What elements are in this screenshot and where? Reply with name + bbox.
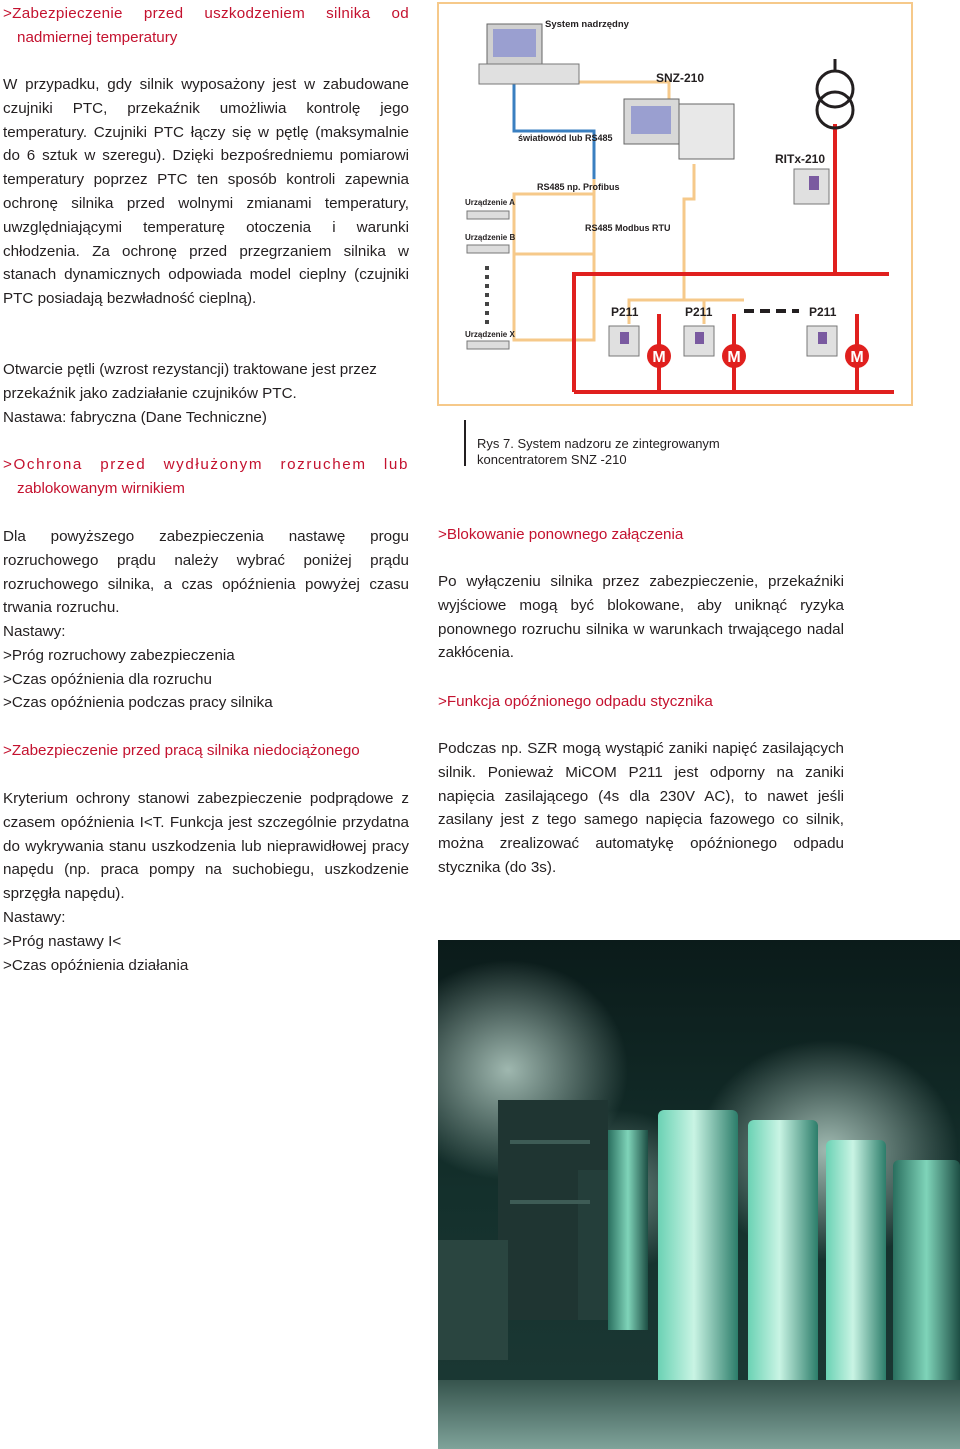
device-x-icon	[467, 341, 509, 349]
diagram-canvas	[439, 4, 911, 404]
snz-label: SNZ-210	[656, 71, 705, 85]
ptc-heading: >Zabezpieczenie przed uszkodzeniem silnika od	[3, 5, 409, 22]
plant-illustration	[438, 940, 960, 1449]
snz-cabinet-icon	[679, 104, 734, 159]
start-section	[3, 453, 409, 501]
industrial-plant-photo	[438, 940, 960, 1449]
start-setting-item: >Czas opóźnienia podczas pracy silnika	[3, 694, 273, 712]
delay-heading: >Funkcja opóźnionego odpadu stycznika	[438, 693, 713, 710]
background-structure	[438, 1240, 508, 1360]
ptc-heading-cont: nadmiernej temperatury	[17, 28, 178, 46]
motor-label: M	[850, 349, 864, 366]
fiber-label: światłowód lub RS485	[518, 133, 613, 143]
transformer-icon	[817, 92, 853, 128]
silo	[608, 1130, 648, 1330]
monitor-screen-icon	[493, 29, 536, 57]
block-heading: >Blokowanie ponownego załączenia	[438, 526, 684, 543]
p211-display-icon	[620, 332, 629, 344]
silo	[748, 1120, 818, 1400]
start-setting-item: >Czas opóźnienia dla rozruchu	[3, 670, 212, 688]
under-body: Kryterium ochrony stanowi zabezpieczenie podprądowe z czasem opóźnienia I<T. Funkcja jest szczególnie przydatna do wykrywania stanu uszkodzenia lub nieprawidłowej pracy napędu (np. praca pompy na suchobiegu, uszkodzenie sprzęgła napędu).	[3, 790, 409, 903]
ritx-label: RITx-210	[775, 152, 826, 166]
profibus-bus-lower	[514, 194, 594, 340]
ptc-body: W przypadku, gdy silnik wyposażony jest w zabudowane czujniki PTC, przekaźnik umożliwia kontrolę jego temperatury. Czujniki PTC łączy się w pętlę (maksymalnie do 6 sztuk w szeregu). Dzięki bezpośredniemu pomiarowi temperatury poprzez PTC ten sposób kontroli zapewnia ochronę silnika przed wolnymi zmianami temperatury, uwzględniającymi temperaturę otoczenia i warunki chłodzenia. Za ochronę przed przegrzaniem silnika w stanach dynamicznych odpowiada model cieplny (czujniki PTC posiadają bezwładność cieplną).	[3, 76, 409, 308]
start-heading-cont: zablokowanym wirnikiem	[17, 479, 185, 497]
silo	[893, 1160, 960, 1390]
under-settings-label: Nastawy:	[3, 909, 66, 926]
device-b-icon	[467, 245, 509, 253]
gantry	[510, 1140, 590, 1144]
ptc-section	[3, 2, 409, 50]
system-label: System nadrzędny	[545, 19, 629, 30]
ptc-setting: Nastawa: fabryczna (Dane Techniczne)	[3, 409, 267, 426]
start-settings	[3, 620, 409, 715]
under-setting-item: >Próg nastawy I<	[3, 932, 122, 950]
caption-line: Rys 7. System nadzoru ze zintegrowanym	[477, 436, 720, 451]
system-diagram	[437, 2, 913, 406]
ptc-loop-text: Otwarcie pętli (wzrost rezystancji) traktowane jest przez przekaźnik jako zadziałanie czujników PTC.	[3, 361, 377, 402]
under-heading: >Zabezpieczenie przed pracą silnika niedociążonego	[3, 742, 360, 759]
start-heading: >Ochrona przed wydłużonym rozruchem lub	[3, 456, 409, 473]
caption-line: koncentratorem SNZ -210	[477, 451, 627, 467]
p211-display-icon	[695, 332, 704, 344]
motor-label: M	[727, 349, 741, 366]
start-setting-item: >Próg rozruchowy zabezpieczenia	[3, 646, 235, 664]
device-x-label: Urządzenie X	[465, 330, 515, 339]
ground	[438, 1380, 960, 1449]
start-settings-label: Nastawy:	[3, 623, 66, 640]
silo	[658, 1110, 738, 1400]
ritx-display-icon	[809, 176, 819, 190]
transformer-icon	[817, 71, 853, 107]
device-a-label: Urządzenie A	[465, 198, 515, 207]
under-settings	[3, 906, 409, 977]
snz-screen-icon	[631, 106, 671, 134]
delay-body: Podczas np. SZR mogą wystąpić zaniki napięć zasilających silnik. Ponieważ MiCOM P211 jest odporny na zaniki napięcia zasilającego (4s dla 230V AC), to nawet jeśli zasilany jest z tego samego napięcia fazowego co silnik, można zrealizować automatykę opóźnionego odpadu stycznika (do 3s).	[438, 740, 844, 876]
fiber-link	[514, 84, 594, 179]
motor-label: M	[652, 349, 666, 366]
device-a-icon	[467, 211, 509, 219]
p211-display-icon	[818, 332, 827, 344]
p211-label: P211	[809, 305, 837, 319]
device-b-label: Urządzenie B	[465, 233, 516, 242]
modbus-label: RS485 Modbus RTU	[585, 223, 671, 233]
silo	[826, 1140, 886, 1390]
block-body: Po wyłączeniu silnika przez zabezpieczenie, przekaźniki wyjściowe mogą być blokowane, aby uniknąć ryzyka ponownego rozruchu silnika w warunkach trwającego nadal zakłócenia.	[438, 573, 844, 662]
p211-label: P211	[685, 305, 713, 319]
rs485-profibus-label: RS485 np. Profibus	[537, 182, 620, 192]
under-setting-item: >Czas opóźnienia działania	[3, 956, 189, 974]
gantry	[510, 1200, 590, 1204]
start-body: Dla powyższego zabezpieczenia nastawę progu rozruchowego prądu należy wybrać poniżej prądu rozruchowego silnika, a czas opóźnienia powyżej czasu trwania rozruchu.	[3, 528, 409, 617]
figure-caption	[477, 436, 777, 467]
pc-case-icon	[479, 64, 579, 84]
modbus-link	[684, 164, 694, 259]
caption-rule	[464, 420, 466, 466]
p211-label: P211	[611, 305, 639, 319]
